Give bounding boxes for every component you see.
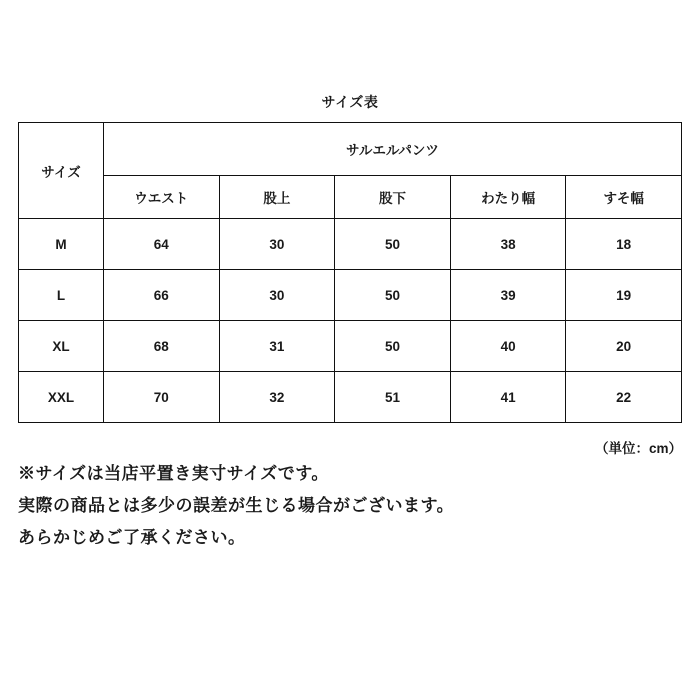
table-row (19, 372, 682, 423)
cell-waist: 70 (104, 372, 220, 423)
cell-rise: 32 (219, 372, 335, 423)
table-row (19, 270, 682, 321)
row-size-label: XL (19, 321, 104, 372)
cell-hem-width: 18 (566, 219, 682, 270)
header-product-group: サルエルパンツ (104, 123, 682, 176)
size-table (18, 122, 682, 423)
unit-note: （単位：cm） (594, 441, 682, 456)
cell-thigh-width: 39 (450, 270, 566, 321)
cell-inseam: 51 (335, 372, 451, 423)
cell-inseam: 50 (335, 321, 451, 372)
column-header-waist: ウエスト (104, 176, 220, 219)
cell-rise: 31 (219, 321, 335, 372)
note-line-2: 実際の商品とは多少の誤差が生じる場合がございます。 (18, 496, 455, 515)
cell-inseam: 50 (335, 219, 451, 270)
row-size-label: L (19, 270, 104, 321)
cell-thigh-width: 38 (450, 219, 566, 270)
note-line-3: あらかじめご了承ください。 (18, 528, 246, 547)
table-row (19, 219, 682, 270)
cell-hem-width: 19 (566, 270, 682, 321)
table-header-sub-row (19, 176, 682, 219)
cell-thigh-width: 41 (450, 372, 566, 423)
cell-hem-width: 20 (566, 321, 682, 372)
header-size-label: サイズ (19, 123, 104, 219)
column-header-thigh-width: わたり幅 (450, 176, 566, 219)
column-header-inseam: 股下 (335, 176, 451, 219)
note-line-1: ※サイズは当店平置き実寸サイズです。 (18, 464, 329, 483)
row-size-label: XXL (19, 372, 104, 423)
cell-inseam: 50 (335, 270, 451, 321)
page-title: サイズ表 (321, 94, 379, 110)
notes-block (18, 458, 682, 554)
column-header-hem-width: すそ幅 (566, 176, 682, 219)
table-row (19, 321, 682, 372)
table-header-group-row (19, 123, 682, 176)
cell-waist: 66 (104, 270, 220, 321)
cell-hem-width: 22 (566, 372, 682, 423)
cell-rise: 30 (219, 270, 335, 321)
cell-waist: 68 (104, 321, 220, 372)
cell-rise: 30 (219, 219, 335, 270)
column-header-rise: 股上 (219, 176, 335, 219)
row-size-label: M (19, 219, 104, 270)
cell-thigh-width: 40 (450, 321, 566, 372)
cell-waist: 64 (104, 219, 220, 270)
